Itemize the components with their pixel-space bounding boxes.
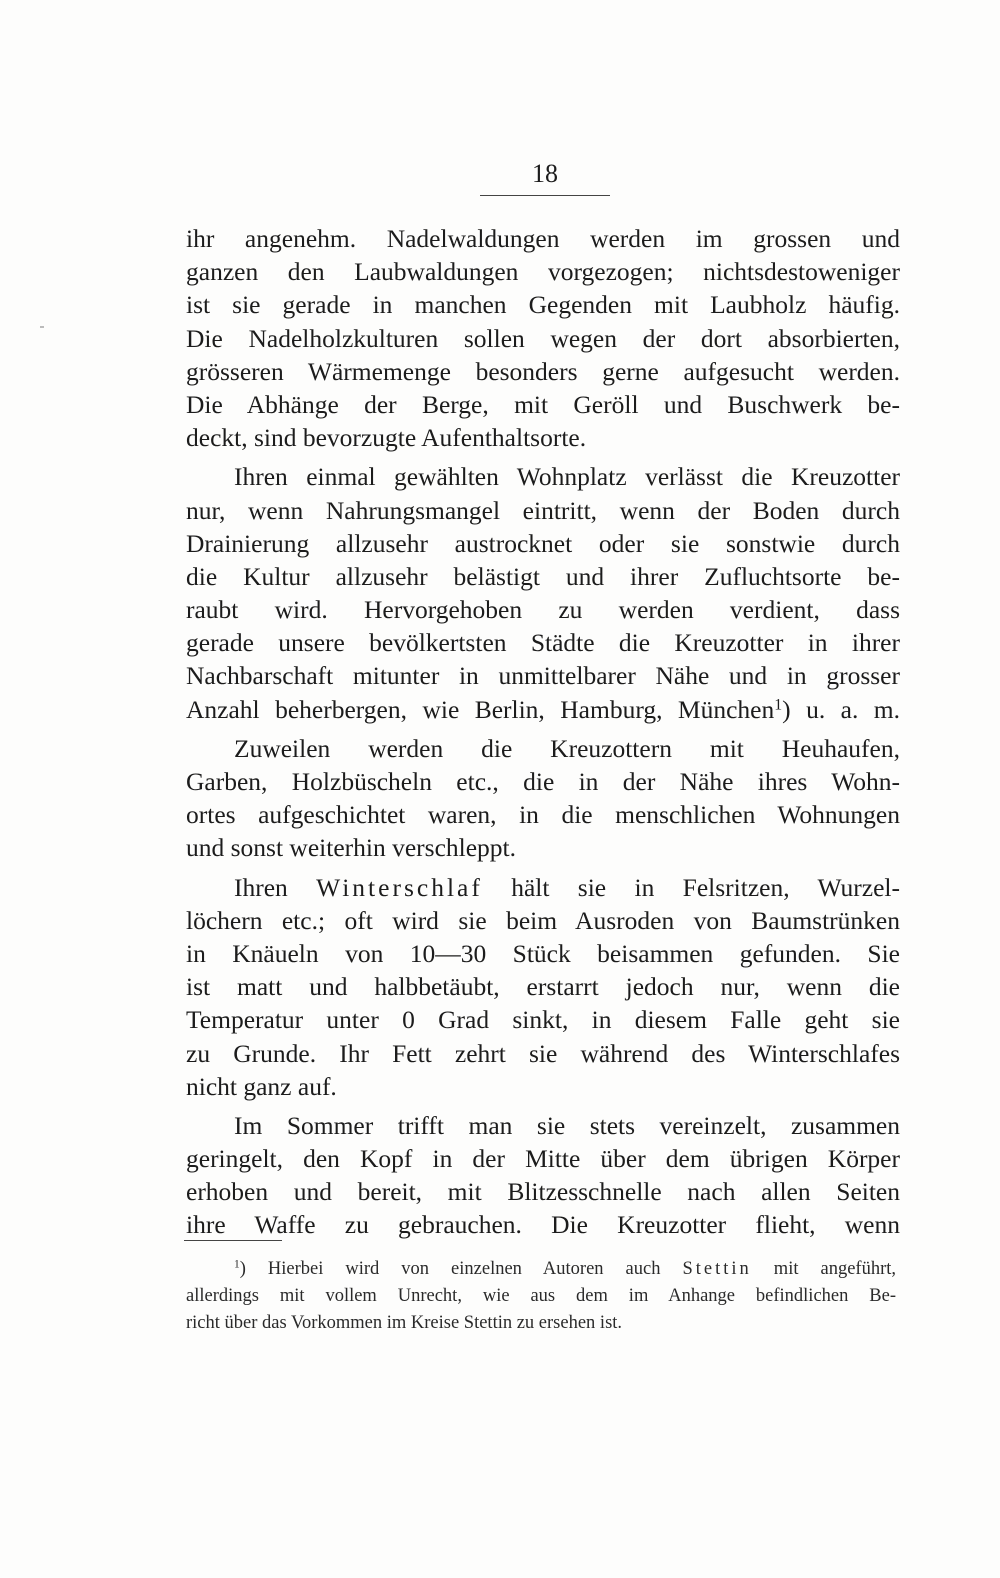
text-line: Nachbarschaft mitunter in unmittelbarer Nähe und in grosser	[186, 661, 900, 691]
page-number: 18	[480, 157, 610, 196]
text-line: Garben, Holzbüscheln etc., die in der Nähe ihres Wohn-	[186, 767, 900, 796]
footnote-marker: 1	[234, 1258, 240, 1271]
footnote-line-3: richt über das Vorkommen im Kreise Stettin zu ersehen ist.	[186, 1313, 623, 1333]
text-line	[186, 693, 900, 726]
text-line: erhoben und bereit, mit Blitzesschnelle nach allen Seiten	[186, 1177, 900, 1207]
text-line: zu Grunde. Ihr Fett zehrt sie während des Winterschlafes	[186, 1038, 900, 1068]
text-segment: hält sie in Felsritzen, Wurzel-	[482, 872, 900, 902]
text-line: und sonst weiterhin verschleppt.	[186, 833, 517, 863]
text-line: gerade unsere bevölkertsten Städte die Kreuzotter in ihrer	[186, 628, 900, 658]
text-line: Drainierung allzusehr austrocknet oder sie sonstwie durch	[186, 528, 900, 558]
text-line: ist matt und halbbetäubt, erstarrt jedoch nur, wenn die	[186, 972, 900, 1002]
footnote-reference: 1	[774, 695, 783, 713]
text-line: in Knäueln von 10—30 Stück beisammen gefunden. Sie	[186, 938, 900, 968]
text-line: ganzen den Laubwaldungen vorgezogen; nichtsdestoweniger	[186, 257, 900, 287]
text-segment: Anzahl beherbergen, wie Berlin, Hamburg, München	[186, 694, 775, 724]
text-line: löchern etc.; oft wird sie beim Ausroden von Baumstrünken	[186, 905, 900, 935]
text-line: Die Abhänge der Berge, mit Geröll und Buschwerk be-	[186, 389, 900, 419]
footnote-place-name: Stettin	[682, 1259, 752, 1279]
text-line: raubt wird. Hervorgehoben zu werden verdient, dass	[186, 595, 900, 625]
text-line: die Kultur allzusehr belästigt und ihrer Zufluchtsorte be-	[186, 561, 900, 591]
scan-speck	[40, 326, 44, 328]
text-line: Temperatur unter 0 Grad sinkt, in diesem Falle geht sie	[186, 1005, 900, 1035]
text-line: grösseren Wärmemenge besonders gerne aufgesucht werden.	[186, 356, 900, 386]
footnote-text-a: ) Hierbei wird von einzelnen Autoren auch	[239, 1259, 683, 1279]
text-line: Zuweilen werden die Kreuzottern mit Heuhaufen,	[234, 733, 900, 763]
emphasized-term: Winterschlaf	[316, 872, 483, 902]
footnote-separator	[184, 1240, 282, 1241]
text-line: ortes aufgeschichtet waren, in die menschlichen Wohnungen	[186, 800, 900, 830]
text-line	[186, 871, 900, 904]
footnote	[186, 1256, 896, 1337]
text-line: deckt, sind bevorzugte Aufenthaltsorte.	[186, 423, 587, 453]
text-line: nur, wenn Nahrungsmangel eintritt, wenn der Boden durch	[186, 495, 900, 525]
text-line: ist sie gerade in manchen Gegenden mit Laubholz häufig.	[186, 290, 900, 320]
text-line: Im Sommer trifft man sie stets vereinzelt, zusammen	[234, 1110, 900, 1140]
text-line: nicht ganz auf.	[186, 1071, 337, 1101]
text-segment: ) u. a. m.	[782, 694, 900, 724]
footnote-line-2: allerdings mit vollem Unrecht, wie aus dem im Anhange befindlichen Be-	[186, 1286, 896, 1306]
text-line: Ihren einmal gewählten Wohnplatz verlässt die Kreuzotter	[234, 462, 900, 492]
text-line: ihr angenehm. Nadelwaldungen werden im grossen und	[186, 224, 900, 253]
text-line: geringelt, den Kopf in der Mitte über dem übrigen Körper	[186, 1144, 900, 1174]
footnote-line-1	[186, 1256, 896, 1283]
text-line: ihre Waffe zu gebrauchen. Die Kreuzotter flieht, wenn	[186, 1210, 900, 1240]
text-line: Die Nadelholzkulturen sollen wegen der dort absorbierten,	[186, 323, 900, 353]
body-text	[186, 222, 900, 1242]
text-segment: Ihren	[234, 872, 288, 902]
footnote-text-b: mit angeführt,	[751, 1259, 896, 1279]
